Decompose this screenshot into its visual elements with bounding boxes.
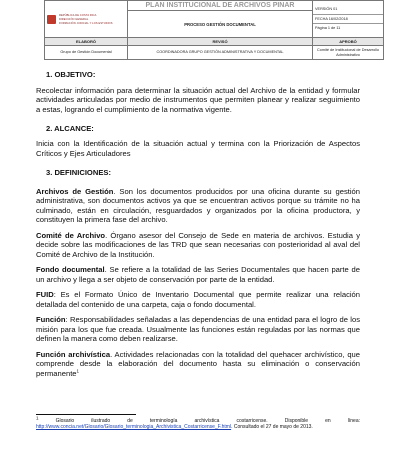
definition-text: . Se refiere a la totalidad de las Series Documentales que hacen parte de un archivo y llega a ser objeto de conservación por parte de la entidad. [36,265,361,284]
value-aprobo: Comité de Institucional de Desarrollo Administrativo [313,46,384,60]
logo-line-2: DIRECCIÓN GENERAL [59,17,89,21]
logo-line-3: FORMACIÓN JUDICIAL Y LOS ESTUDIOS [59,21,113,25]
definition-text: : Es el Formato Único de Inventario Documental que permite realizar una relación detallada del contenido de una carpeta, caja o fondo documental. [36,290,360,309]
footnote-divider [36,414,136,415]
definition-term: Función [36,315,66,324]
version-label: VERSIÓN 01 [313,5,383,14]
footnote-link[interactable]: http://www.concia.net/Glosario/Glosario_terminologia_Archivistica_Costarricense_F.html [36,424,232,430]
header-reviso: REVISÓ [128,38,313,46]
plan-title: PLAN INSTITUCIONAL DE ARCHIVOS PINAR [128,1,313,11]
definition-term: Archivos de Gestión [36,186,114,196]
institution-logo [47,1,125,37]
coat-of-arms-icon [47,15,56,24]
definition-item [36,265,360,284]
logo-cell [45,1,128,38]
document-body [36,70,360,378]
meta-cell [313,1,384,38]
footnote-ref: 1 [76,367,80,373]
definition-text: . Son los documentos producidos por una oficina durante su gestión administrativa, son documentos activos ya que se encuentran activos porque su trámite no ha culminado, están en circulación, resguardados y organizados por la oficina productora, y constituyen la primera fase del archivo. [36,186,360,224]
footnote-prefix: Glosario ilustrado de terminología archivística costarricense. Disponible en línea: [55,418,361,424]
definition-item [36,315,360,344]
date-label: FECHA 16/02/2018 [313,15,383,24]
definition-text: . Actividades relacionadas con la totalidad del quehacer archivístico, que comprende desde la elaboración del documento hasta su eliminación o conservación permanente [36,349,360,378]
footnote-suffix: . Consultado el 27 de mayo de 2013. [231,424,313,430]
page-number: Página 1 de 11 [315,26,341,31]
section-definiciones-title: 3. DEFINICIONES: [46,167,111,177]
header-elaboro: ELABORÓ [45,38,128,46]
process-name: PROCESO GESTIÓN DOCUMENTAL [128,11,313,38]
footnote-marker: 1 [36,415,39,421]
value-elaboro: Grupo de Gestión Documental [45,46,128,60]
value-reviso: COORDINADORA GRUPO GESTIÓN ADMINISTRATIVA Y DOCUMENTAL [128,46,313,60]
section-alcance-text: Inicia con la Identificación de la situación actual y termina con la Priorización de Aspectos Críticos y Ejes Articuladores [36,139,360,158]
footnote [36,415,361,430]
header-aprobo: APROBÓ [313,38,384,46]
definition-term: FUID [36,290,54,299]
definition-item [36,290,360,309]
definition-item [36,231,360,260]
definition-term: Función archivística [36,349,111,359]
section-alcance-title: 2. ALCANCE: [46,123,94,133]
definition-item [36,350,360,379]
definition-text: . Órgano asesor del Consejo de Sede en materia de archivos. Estudia y decide sobre las modificaciones de las TRD que sean necesarias con posterioridad al aval del Comité de Archivo de la Institución. [36,230,360,259]
definition-item [36,187,360,225]
definition-term: Fondo documental [36,265,105,274]
section-objetivo-text: Recolectar información para determinar la situación actual del Archivo de la entidad y formular actividades articuladas por medio de instrumentos que permiten planear y realizar seguimiento a estas, logrando el cumplimiento de la normativa vigente. [36,85,360,114]
definition-text: : Responsabilidades señaladas a las dependencias de una entidad para el logro de los misión para los que fue creada. Usualmente las funciones están reguladas por las normas que definen la manera como deben realizarse. [36,315,360,343]
logo-line-1: REPÚBLICA DE COSTA RICA [59,13,97,17]
section-objetivo-title: 1. OBJETIVO: [46,70,96,79]
definition-term: Comité de Archivo [36,230,106,240]
document-header-table [44,0,384,60]
